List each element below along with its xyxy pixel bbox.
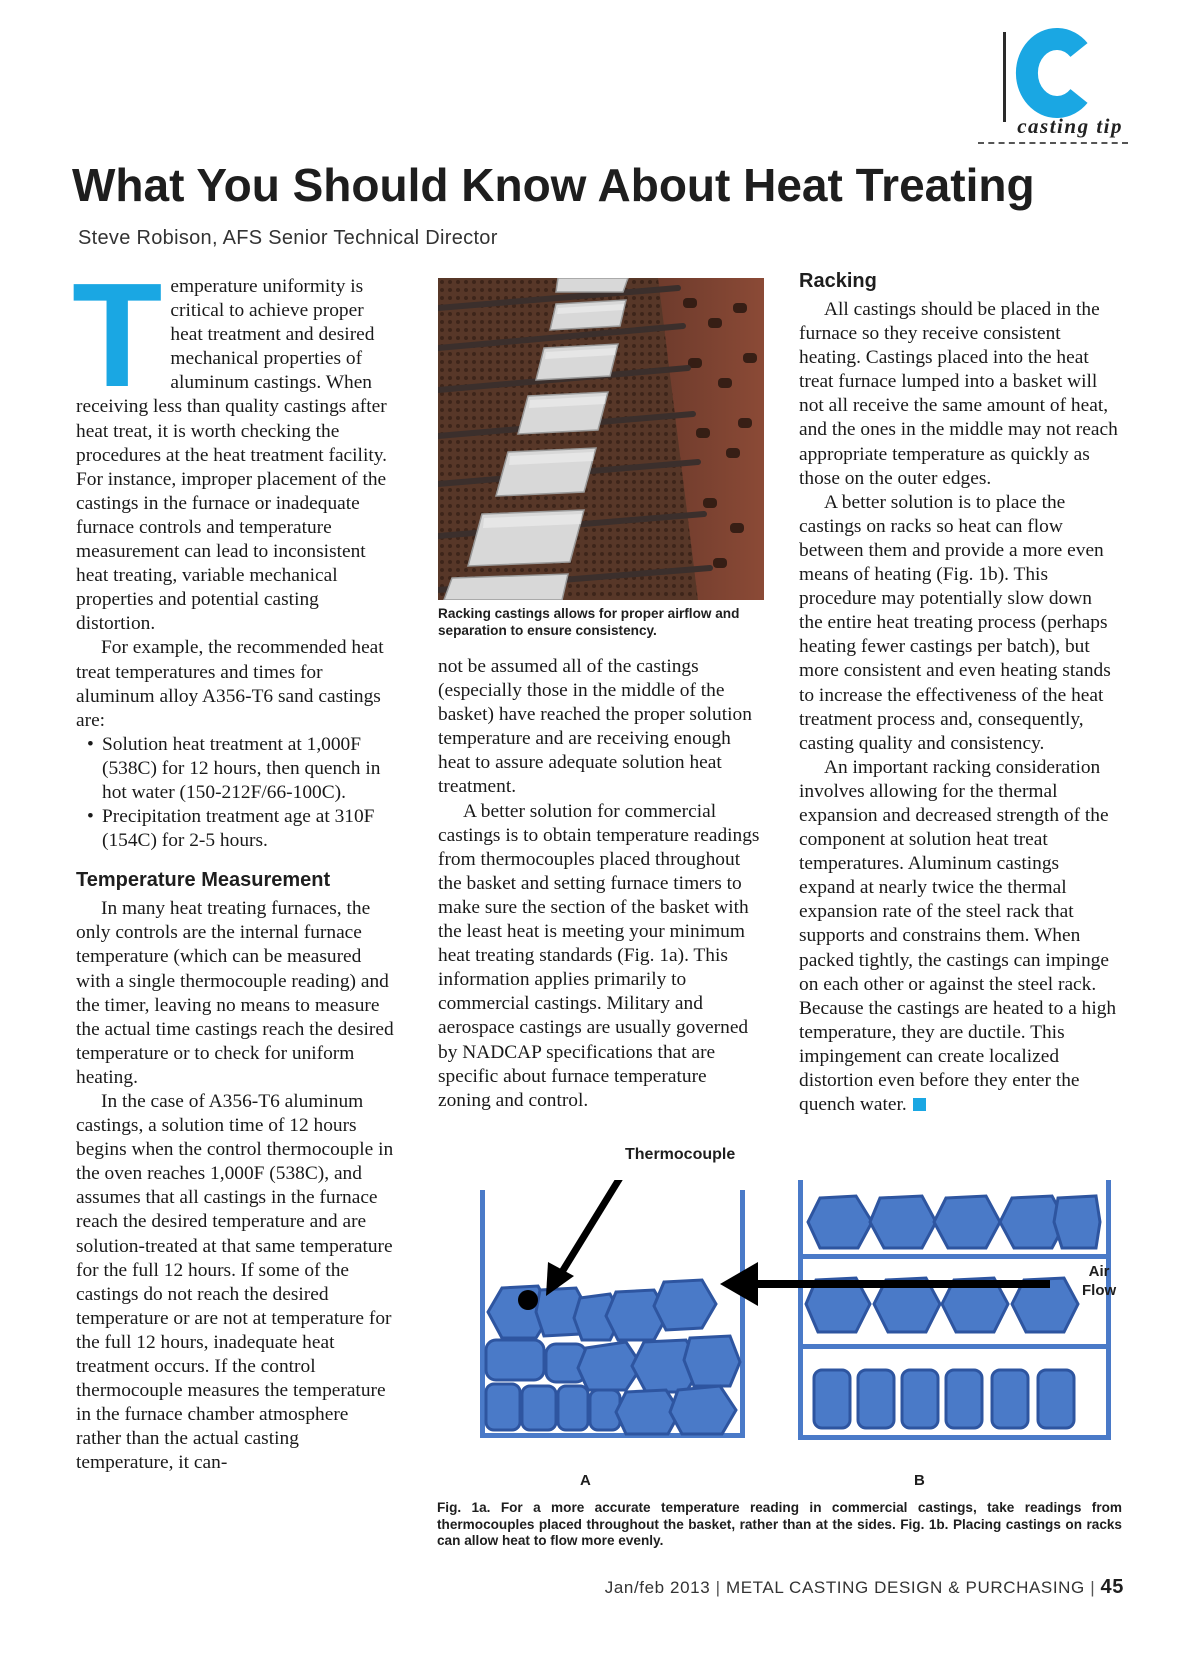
end-mark [913,1098,926,1111]
page-number: 45 [1100,1576,1124,1598]
column-2 [438,655,764,1113]
list-item: • Solution heat treatment at 1,000F (538C) for 12 hours, then quench in hot water (150-212F/66-100C). [87,733,381,803]
air-flow-label [1082,1262,1116,1300]
section-heading: Racking [799,270,877,292]
page-footer [605,1576,1124,1599]
figure-label-a: A [580,1472,591,1489]
figure-caption: Fig. 1a. For a more accurate temperature reading in commercial castings, take readings from thermocouples placed throughout the basket, rather than at the sides. Fig. 1b. Placing castings on racks can allow heat to flow more evenly. [437,1500,1122,1548]
figure-label-b: B [914,1472,925,1489]
paragraph: not be assumed all of the castings (especially those in the middle of the basket) have reached the proper solution temperature and are receiving enough heat to assure adequate solution heat treatment. [438,656,752,798]
byline: Steve Robison, AFS Senior Technical Director [78,227,498,249]
publication-name: METAL CASTING DESIGN & PURCHASING [725,1578,1085,1597]
air-label: Air [1088,1263,1110,1280]
footer-separator: | [715,1578,721,1597]
issue-date: Jan/feb 2013 [604,1578,711,1597]
photo-caption: Racking castings allows for proper airflow and separation to ensure consistency. [438,606,740,638]
thermocouple-label: Thermocouple [625,1146,736,1163]
page-title: What You Should Know About Heat Treating [72,159,1035,211]
list-item: • Precipitation treatment age at 310F (154C) for 2-5 hours. [87,806,375,852]
racking-photo [438,278,764,600]
paragraph: For example, the recommended heat treat temperatures and times for aluminum alloy A356-T6 sand castings are: [76,637,384,731]
heat-treat-diagram [440,1180,1130,1480]
paragraph: All castings should be placed in the furnace so they receive consistent heating. Castings placed into the heat treat furnace lumped into a basket will not all receive the same amount of heat, and the ones in the middle may not reach appropriate temperature as quickly as those on the outer edges. [799,299,1118,489]
column-1 [72,253,394,1476]
paragraph: In the case of A356-T6 aluminum castings, a solution time of 12 hours begins when the control thermocouple in the oven reaches 1,000F (538C), and assumes that all castings in the furnace reach the desired temperature and are solution-treated at that same temperature for the full 12 hours. If some of the castings do not reach the desired temperature or are not at temperature for the full 12 hours, inadequate heat treatment occurs. If the control thermocouple measures the temperature in the furnace chamber atmosphere rather than the actual casting temperature, it can- [76,1091,394,1474]
intro-paragraph: Temperature uniformity is critical to achieve proper heat treatment and desired mechanical properties of aluminum castings. When receiving less than quality castings after heat treat, it is worth checking the procedures at the heat treatment facility. For instance, improper placement of the castings in the furnace or inadequate furnace controls and temperature measurement can lead to inconsistent heat treating, variable mechanical properties and potential casting distortion. [72,253,387,635]
column-3 [799,268,1119,1117]
treatment-list [76,733,394,853]
drop-cap: T [72,253,163,418]
section-tag-underline [978,142,1128,144]
footer-separator: | [1090,1578,1096,1597]
casting-tip-c-icon [1013,28,1093,118]
paragraph: A better solution for commercial castings is to obtain temperature readings from thermocouples placed throughout the basket and setting furnace timers to make sure the section of the basket with the least heat is meeting your minimum heat treating standards (Fig. 1a). This information applies primarily to commercial castings. Military and aerospace castings are usually governed by NADCAP specifications that are specific about furnace temperature zoning and control. [438,800,760,1111]
logo-divider [1003,32,1006,122]
paragraph: A better solution is to place the castings on racks so heat can flow between them and provide a more even means of heating (Fig. 1b). This procedure may potentially slow down the entire heat treating process (perhaps heating fewer castings per batch), but more consistent and even heating stands to increase the effectiveness of the heat treatment process and, consequently, casting quality and consistency. [799,491,1111,754]
paragraph: An important racking consideration involves allowing for the thermal expansion and decreased strength of the component at solution heat treat temperatures. Aluminum castings expand at nearly twice the thermal expansion rate of the steel rack that supports and constrains them. When packed tightly, the castings can impinge on each other or against the steel rack. Because the castings are heated to a high temperature, they are ductile. This impingement can create localized distortion even before they enter the quench water. [799,756,1117,1116]
paragraph: In many heat treating furnaces, the only controls are the internal furnace temperature (which can be measured with a single thermocouple reading) and the timer, leaving no means to measure the actual time castings reach the desired temperature or to check for uniform heating. [76,898,394,1088]
section-heading: Temperature Measurement [76,869,331,892]
section-logo [1003,28,1133,140]
section-tag: casting tip [1017,114,1123,138]
flow-label: Flow [1082,1282,1117,1299]
